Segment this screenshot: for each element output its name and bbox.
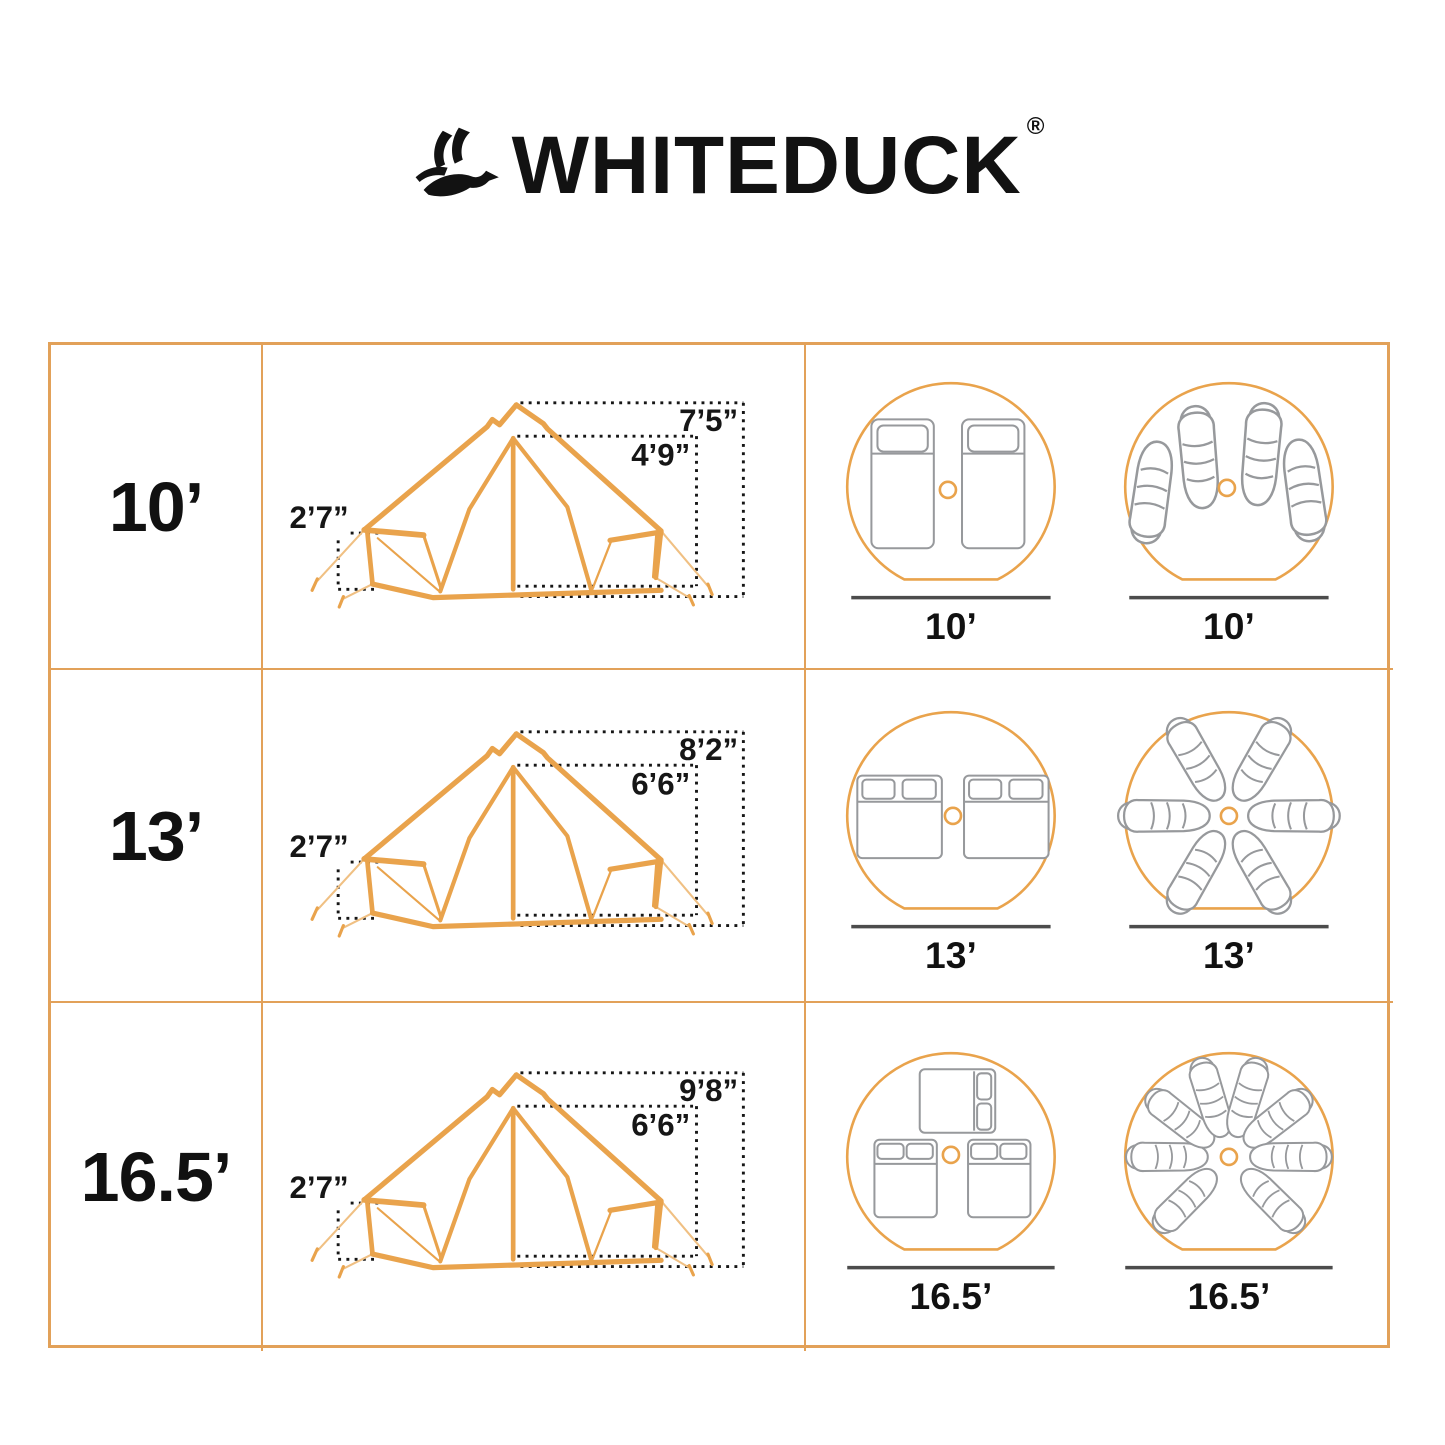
tent-diagram-cell-16-5ft <box>263 1003 806 1351</box>
sleeping-bag-floorplan <box>1113 685 1365 987</box>
tent-size-comparison-table <box>48 342 1390 1348</box>
brand-wordmark: WHITEDUCK <box>511 120 1022 211</box>
dim-peak-height: 8’2” <box>678 731 738 767</box>
size-label: 13’ <box>108 796 204 875</box>
sleeping-bag-floorplan <box>1113 1026 1365 1328</box>
diameter-label: 10’ <box>924 604 977 647</box>
dim-peak-height: 7’5” <box>678 402 738 438</box>
dim-inner-height: 6’6” <box>630 765 690 801</box>
dim-wall-height: 2’7” <box>289 1169 349 1205</box>
size-cell-10ft <box>51 345 263 670</box>
tent-diagram-cell-10ft <box>263 345 806 670</box>
dim-inner-height: 4’9” <box>630 436 690 472</box>
diameter-label: 13’ <box>924 933 977 976</box>
size-label: 16.5’ <box>80 1138 232 1216</box>
diameter-label: 13’ <box>1202 933 1255 976</box>
flying-duck-icon <box>406 118 502 214</box>
bed-floorplan <box>835 1026 1087 1328</box>
dim-wall-height: 2’7” <box>289 499 349 535</box>
tent-side-view-diagram <box>284 1052 784 1302</box>
floorplans-cell-16-5ft <box>806 1003 1393 1351</box>
tent-side-view-diagram <box>284 382 784 632</box>
floorplans-cell-10ft <box>806 345 1393 670</box>
floorplans-cell-13ft <box>806 670 1393 1003</box>
diameter-label: 16.5’ <box>1187 1274 1270 1317</box>
bed-floorplan <box>835 685 1087 987</box>
tent-diagram-cell-13ft <box>263 670 806 1003</box>
dim-wall-height: 2’7” <box>289 828 349 864</box>
size-label: 10’ <box>108 467 204 546</box>
dim-inner-height: 6’6” <box>630 1107 690 1143</box>
tent-side-view-diagram <box>284 711 784 961</box>
bed-floorplan <box>835 356 1087 658</box>
registered-trademark-symbol: ® <box>1026 113 1045 140</box>
diameter-label: 10’ <box>1202 604 1255 647</box>
size-cell-16-5ft <box>51 1003 263 1351</box>
size-cell-13ft <box>51 670 263 1003</box>
dim-peak-height: 9’8” <box>678 1072 738 1108</box>
brand-logo <box>0 113 1445 214</box>
diameter-label: 16.5’ <box>909 1274 992 1317</box>
sleeping-bag-floorplan <box>1113 356 1365 658</box>
